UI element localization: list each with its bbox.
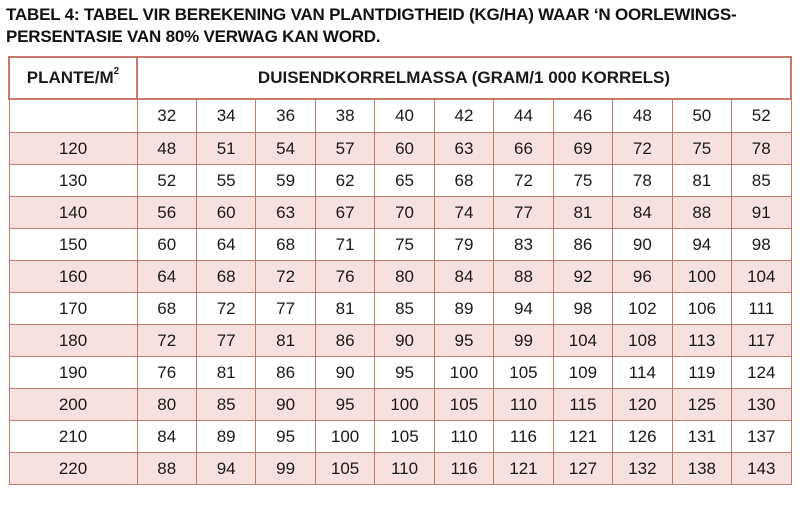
row-label-cell: 200: [9, 389, 137, 421]
value-cell: 88: [137, 453, 196, 485]
value-cell: 138: [672, 453, 731, 485]
value-cell: 114: [613, 357, 672, 389]
column-header-cell: 40: [375, 99, 434, 133]
value-cell: 86: [315, 325, 374, 357]
value-cell: 63: [256, 197, 315, 229]
value-cell: 125: [672, 389, 731, 421]
row-header-label: [9, 57, 137, 99]
column-header-cell: 34: [196, 99, 255, 133]
value-cell: 72: [196, 293, 255, 325]
table-body: [9, 99, 791, 485]
value-cell: 72: [494, 165, 553, 197]
value-cell: 76: [315, 261, 374, 293]
value-cell: 105: [315, 453, 374, 485]
value-cell: 95: [434, 325, 493, 357]
row-label-cell: 210: [9, 421, 137, 453]
table-row: [9, 197, 791, 229]
value-cell: 104: [553, 325, 612, 357]
value-cell: 88: [672, 197, 731, 229]
value-cell: 86: [553, 229, 612, 261]
value-cell: 74: [434, 197, 493, 229]
value-cell: 62: [315, 165, 374, 197]
value-cell: 68: [434, 165, 493, 197]
value-cell: 143: [732, 453, 791, 485]
value-cell: 48: [137, 133, 196, 165]
value-cell: 83: [494, 229, 553, 261]
row-label-cell: 150: [9, 229, 137, 261]
value-cell: 117: [732, 325, 791, 357]
column-header-cell: 50: [672, 99, 731, 133]
value-cell: 81: [256, 325, 315, 357]
value-cell: 104: [732, 261, 791, 293]
value-cell: 126: [613, 421, 672, 453]
row-label-cell: 220: [9, 453, 137, 485]
column-header-cell: 44: [494, 99, 553, 133]
value-cell: 115: [553, 389, 612, 421]
value-cell: 77: [494, 197, 553, 229]
table-row: [9, 453, 791, 485]
value-cell: 95: [256, 421, 315, 453]
column-header-cell: 32: [137, 99, 196, 133]
value-cell: 98: [732, 229, 791, 261]
column-values-row: [9, 99, 791, 133]
value-cell: 105: [494, 357, 553, 389]
row-header-superscript: 2: [113, 66, 120, 77]
value-cell: 85: [196, 389, 255, 421]
value-cell: 132: [613, 453, 672, 485]
value-cell: 85: [375, 293, 434, 325]
column-group-header: DUISENDKORRELMASSA (GRAM/1 000 KORRELS): [137, 57, 791, 99]
value-cell: 72: [137, 325, 196, 357]
row-label-cell: 190: [9, 357, 137, 389]
row-label-cell: 140: [9, 197, 137, 229]
value-cell: 124: [732, 357, 791, 389]
value-cell: 119: [672, 357, 731, 389]
value-cell: 110: [494, 389, 553, 421]
column-header-cell: 48: [613, 99, 672, 133]
value-cell: 71: [315, 229, 374, 261]
value-cell: 111: [732, 293, 791, 325]
value-cell: 100: [375, 389, 434, 421]
value-cell: 81: [553, 197, 612, 229]
value-cell: 96: [613, 261, 672, 293]
value-cell: 60: [375, 133, 434, 165]
value-cell: 80: [137, 389, 196, 421]
row-label-cell: 130: [9, 165, 137, 197]
value-cell: 113: [672, 325, 731, 357]
value-cell: 90: [613, 229, 672, 261]
value-cell: 56: [137, 197, 196, 229]
table-row: [9, 357, 791, 389]
table-title-line-2: PERSENTASIE VAN 80% VERWAG KAN WORD.: [6, 27, 381, 46]
value-cell: 109: [553, 357, 612, 389]
row-label-cell: 180: [9, 325, 137, 357]
row-header-text: PLANTE/M: [26, 68, 114, 87]
row-label-cell: 120: [9, 133, 137, 165]
value-cell: 80: [375, 261, 434, 293]
value-cell: 70: [375, 197, 434, 229]
value-cell: 88: [494, 261, 553, 293]
value-cell: 95: [315, 389, 374, 421]
value-cell: 78: [613, 165, 672, 197]
row-label-cell: 170: [9, 293, 137, 325]
value-cell: 121: [553, 421, 612, 453]
value-cell: 105: [434, 389, 493, 421]
table-row: [9, 133, 791, 165]
value-cell: 91: [732, 197, 791, 229]
value-cell: 110: [434, 421, 493, 453]
value-cell: 116: [494, 421, 553, 453]
value-cell: 85: [732, 165, 791, 197]
value-cell: 64: [137, 261, 196, 293]
table-row: [9, 165, 791, 197]
table-row: [9, 261, 791, 293]
value-cell: 90: [256, 389, 315, 421]
table-title: [6, 4, 796, 48]
value-cell: 60: [137, 229, 196, 261]
value-cell: 78: [732, 133, 791, 165]
value-cell: 75: [672, 133, 731, 165]
table-row: [9, 389, 791, 421]
value-cell: 75: [553, 165, 612, 197]
value-cell: 100: [434, 357, 493, 389]
value-cell: 72: [256, 261, 315, 293]
value-cell: 95: [375, 357, 434, 389]
column-header-cell: 52: [732, 99, 791, 133]
value-cell: 89: [196, 421, 255, 453]
value-cell: 131: [672, 421, 731, 453]
value-cell: 81: [672, 165, 731, 197]
value-cell: 120: [613, 389, 672, 421]
value-cell: 84: [137, 421, 196, 453]
column-header-cell: 38: [315, 99, 374, 133]
table-title-line-1: TABEL 4: TABEL VIR BEREKENING VAN PLANTDIGTHEID (KG/HA) WAAR ‘N OORLEWINGS-: [6, 5, 737, 24]
value-cell: 65: [375, 165, 434, 197]
table-row: [9, 293, 791, 325]
value-cell: 84: [434, 261, 493, 293]
value-cell: 100: [315, 421, 374, 453]
value-cell: 110: [375, 453, 434, 485]
value-cell: 81: [196, 357, 255, 389]
value-cell: 77: [196, 325, 255, 357]
table-row: [9, 421, 791, 453]
value-cell: 106: [672, 293, 731, 325]
value-cell: 60: [196, 197, 255, 229]
value-cell: 63: [434, 133, 493, 165]
value-cell: 67: [315, 197, 374, 229]
value-cell: 94: [494, 293, 553, 325]
value-cell: 68: [196, 261, 255, 293]
header-row: [9, 57, 791, 99]
value-cell: 130: [732, 389, 791, 421]
value-cell: 76: [137, 357, 196, 389]
value-cell: 55: [196, 165, 255, 197]
row-label-cell: 160: [9, 261, 137, 293]
value-cell: 127: [553, 453, 612, 485]
value-cell: 79: [434, 229, 493, 261]
value-cell: 86: [256, 357, 315, 389]
value-cell: 105: [375, 421, 434, 453]
value-cell: 102: [613, 293, 672, 325]
value-cell: 100: [672, 261, 731, 293]
value-cell: 99: [256, 453, 315, 485]
column-header-cell: 42: [434, 99, 493, 133]
value-cell: 75: [375, 229, 434, 261]
value-cell: 137: [732, 421, 791, 453]
value-cell: 57: [315, 133, 374, 165]
table-row: [9, 229, 791, 261]
value-cell: 51: [196, 133, 255, 165]
value-cell: 116: [434, 453, 493, 485]
value-cell: 84: [613, 197, 672, 229]
value-cell: 64: [196, 229, 255, 261]
value-cell: 92: [553, 261, 612, 293]
value-cell: 98: [553, 293, 612, 325]
value-cell: 121: [494, 453, 553, 485]
value-cell: 90: [315, 357, 374, 389]
value-cell: 94: [196, 453, 255, 485]
value-cell: 59: [256, 165, 315, 197]
plant-density-table: [8, 56, 792, 485]
value-cell: 52: [137, 165, 196, 197]
value-cell: 68: [256, 229, 315, 261]
value-cell: 99: [494, 325, 553, 357]
value-cell: 94: [672, 229, 731, 261]
value-cell: 68: [137, 293, 196, 325]
value-cell: 72: [613, 133, 672, 165]
value-cell: 89: [434, 293, 493, 325]
column-header-cell: 46: [553, 99, 612, 133]
value-cell: 108: [613, 325, 672, 357]
value-cell: 81: [315, 293, 374, 325]
value-cell: 90: [375, 325, 434, 357]
column-header-cell: 36: [256, 99, 315, 133]
value-cell: 69: [553, 133, 612, 165]
table-row: [9, 325, 791, 357]
empty-corner-cell: [9, 99, 137, 133]
value-cell: 77: [256, 293, 315, 325]
value-cell: 54: [256, 133, 315, 165]
value-cell: 66: [494, 133, 553, 165]
